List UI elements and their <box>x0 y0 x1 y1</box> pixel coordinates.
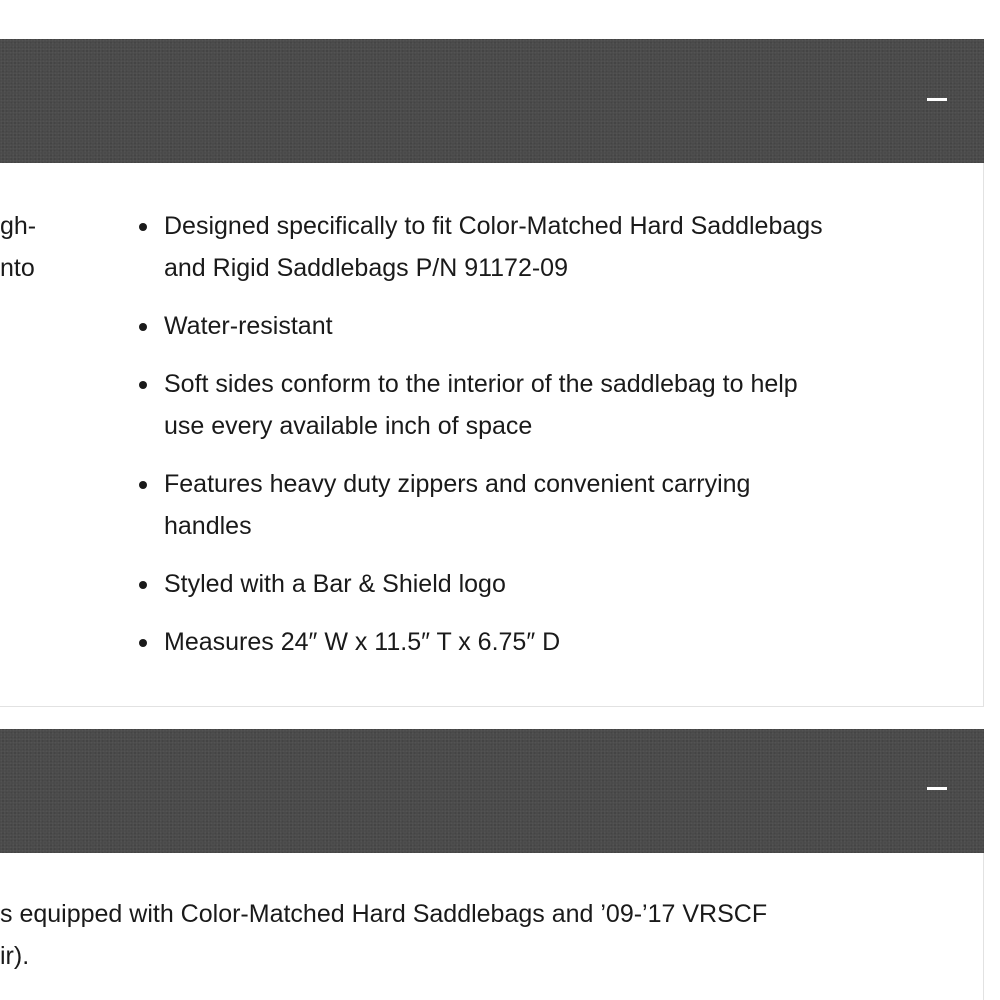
features-collapse-button[interactable] <box>926 89 948 111</box>
feature-item <box>164 363 964 447</box>
feature-text: handles <box>164 512 252 540</box>
feature-item <box>164 305 964 347</box>
fitment-collapse-button[interactable] <box>926 778 948 800</box>
fitment-line: s equipped with Color-Matched Hard Saddlebags and ’09-’17 VRSCF <box>0 900 768 928</box>
feature-list <box>164 205 964 679</box>
features-panel-header[interactable] <box>0 39 984 163</box>
feature-text: Water-resistant <box>164 312 333 340</box>
description-line: nto <box>0 254 35 282</box>
feature-text: Styled with a Bar & Shield logo <box>164 570 506 598</box>
description-text-fragment <box>0 205 36 289</box>
fitment-line: ir). <box>0 942 30 970</box>
fitment-panel-header[interactable] <box>0 729 984 853</box>
feature-text: Soft sides conform to the interior of the saddlebag to help <box>164 370 798 398</box>
description-line: gh- <box>0 212 37 240</box>
feature-item <box>164 563 964 605</box>
feature-text: Features heavy duty zippers and convenient carrying <box>164 470 751 498</box>
fitment-text <box>0 893 960 977</box>
minus-icon <box>927 787 947 790</box>
fitment-panel <box>0 729 984 1000</box>
feature-text: use every available inch of space <box>164 412 533 440</box>
feature-text: and Rigid Saddlebags P/N 91172-09 <box>164 254 568 282</box>
feature-item <box>164 463 964 547</box>
features-panel <box>0 39 984 707</box>
feature-text: Designed specifically to fit Color-Matched Hard Saddlebags <box>164 212 823 240</box>
feature-text: Measures 24″ W x 11.5″ T x 6.75″ D <box>164 628 561 656</box>
minus-icon <box>927 98 947 101</box>
feature-item <box>164 205 964 289</box>
feature-item <box>164 621 964 663</box>
